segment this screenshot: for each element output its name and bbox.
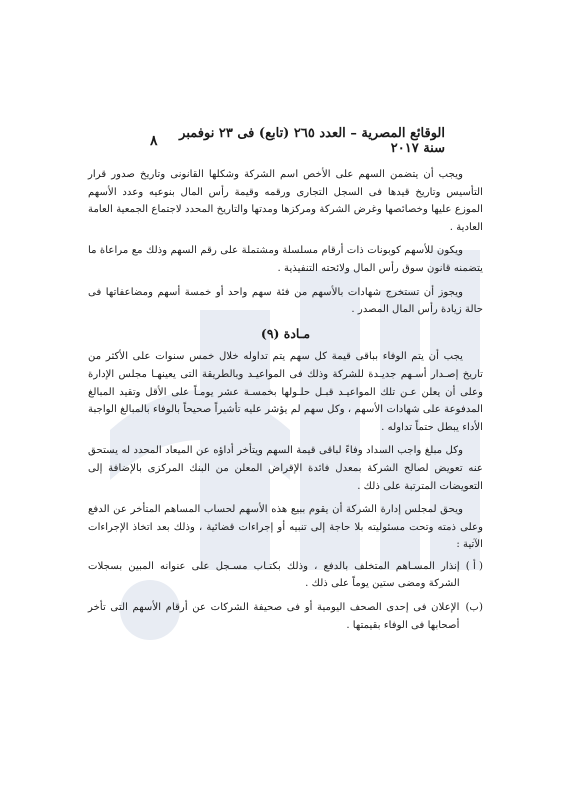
list-item [88, 599, 483, 634]
list-item-marker: (ب) [465, 602, 483, 614]
article-paragraph-payment: يجب أن يتم الوفاء بباقى قيمة كل سهم يتم تداوله خلال خمس سنوات على الأكثر من تاريخ إصـدار أسـهم جديـدة للشركة وذلك فى المواعيـد وبالطريقة التى يعينهـا مجلس الإدارة وعلى أن يعلن عـن تلك المواعيـد قبـل حلـولها بخمسـة عشر يومـاً على الأقل وتقيد المبالغ المدفوعة على شهادات الأسهم ، وكل سهم لم يؤشر عليه تأشيراً صحيحاً بالوفاء بالمبالغ الواجبة الأداء يبطل حتماً تداوله . [88, 351, 483, 433]
article-heading: مـادة (٩) [260, 325, 311, 341]
document-body [88, 166, 483, 640]
article-paragraph-compensation: وكل مبلغ واجب السداد وفاءً لباقى قيمة السهم ويتأخر أداؤه عن الميعاد المحدد له يستحق عنه تعويض لصالح الشركة بمعدل فائدة الإقراض المعلن من البنك المركزى بالإضافة إلى التعويضات المترتبة على ذلك . [88, 445, 483, 492]
list-item-marker: ( أ ) [465, 560, 483, 572]
paragraph-share-contents: ويجب أن يتضمن السهم على الأخص اسم الشركة وشكلها القانونى وتاريخ صدور قرار التأسيس وتاريخ قيدها فى السجل التجارى ورقمه وقيمة رأس المال بنوعيه وعدد الأسهم الموزع عليها وخصائصها وغرض الشركة ومركزها ومدتها والتاريخ المحدد لاجتماع الجمعية العامة العادية . [88, 169, 483, 233]
paragraph-share-certificates: ويجوز أن تستخرج شهادات بالأسهم من فئة سهم واحد أو خمسة أسهم ومضاعفاتها فى حالة زيادة رأس المال المصدر . [88, 286, 483, 316]
article-paragraph-board-sale: ويحق لمجلس إدارة الشركة أن يقوم ببيع هذه الأسهم لحساب المساهم المتأخر عن الدفع وعلى ذمته وتحت مسئوليته بلا حاجة إلى تنبيه أو إجراءات قضائية ، وذلك بعد اتخاذ الإجراءات الآتية : [88, 504, 483, 551]
page-header [150, 126, 445, 156]
list-item-text: الإعلان فى إحدى الصحف اليومية أو فى صحيفة الشركات عن أرقام الأسهم التى تأخر أصحابها فى الوفاء بقيمتها . [88, 602, 460, 631]
paragraph-coupons: ويكون للأسهم كوبونات ذات أرقام مسلسلة ومشتملة على رقم السهم وذلك مع مراعاة ما يتضمنه قانون سوق رأس المال ولائحته التنفيذية . [88, 245, 483, 274]
list-item [88, 558, 483, 593]
page-number: ٨ [150, 133, 158, 149]
gazette-issue-line: الوقائع المصرية – العدد ٢٦٥ (تابع) فى ٢٣ نوفمبر سنة ٢٠١٧ [179, 126, 445, 156]
list-item-text: إنذار المسـاهم المتخلف بالدفع ، وذلك بكتـاب مسـجل على عنوانه المبين بسجلات الشركة ومضى ستين يوماً على ذلك . [88, 560, 460, 590]
